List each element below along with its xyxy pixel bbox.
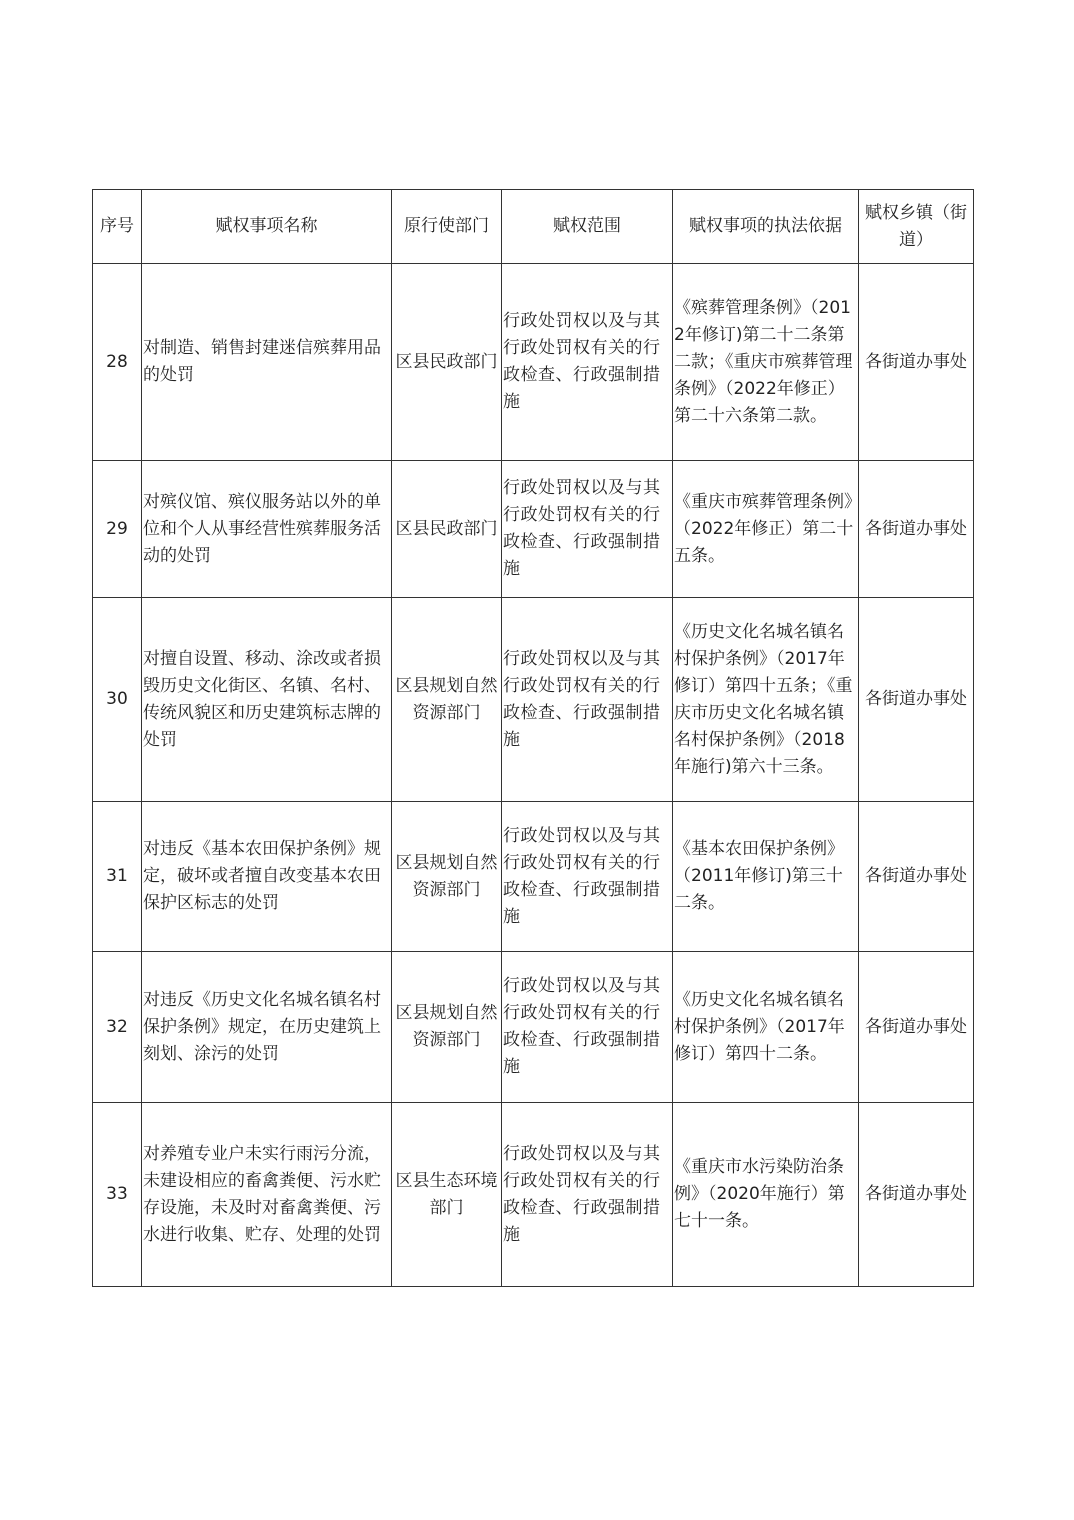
row-town: 各街道办事处	[859, 598, 974, 802]
row-name: 对违反《历史文化名城名镇名村保护条例》规定，在历史建筑上刻划、涂污的处罚	[142, 952, 392, 1103]
row-scope: 行政处罚权以及与其行政处罚权有关的行政检查、行政强制措施	[502, 802, 673, 952]
row-basis: 《重庆市殡葬管理条例》（2022年修正）第二十五条。	[673, 461, 859, 598]
row-basis: 《历史文化名城名镇名村保护条例》（2017年修订）第四十五条；《重庆市历史文化名城名镇名村保护条例》（2018年施行)第六十三条。	[673, 598, 859, 802]
row-basis: 《殡葬管理条例》（2012年修订)第二十二条第二款；《重庆市殡葬管理条例》（2022年修正）第二十六条第二款。	[673, 264, 859, 461]
table-row	[93, 598, 974, 802]
header-basis: 赋权事项的执法依据	[673, 190, 859, 264]
row-dept: 区县民政部门	[392, 264, 502, 461]
row-town: 各街道办事处	[859, 1103, 974, 1287]
row-dept: 区县规划自然资源部门	[392, 952, 502, 1103]
row-index: 30	[93, 598, 142, 802]
header-index: 序号	[93, 190, 142, 264]
row-town: 各街道办事处	[859, 461, 974, 598]
row-scope: 行政处罚权以及与其行政处罚权有关的行政检查、行政强制措施	[502, 461, 673, 598]
table-row	[93, 1103, 974, 1287]
row-index: 29	[93, 461, 142, 598]
row-index: 33	[93, 1103, 142, 1287]
row-town: 各街道办事处	[859, 952, 974, 1103]
header-scope: 赋权范围	[502, 190, 673, 264]
row-basis: 《重庆市水污染防治条例》（2020年施行）第七十一条。	[673, 1103, 859, 1287]
row-index: 28	[93, 264, 142, 461]
row-dept: 区县民政部门	[392, 461, 502, 598]
row-dept: 区县生态环境部门	[392, 1103, 502, 1287]
header-dept: 原行使部门	[392, 190, 502, 264]
authorization-table	[92, 189, 974, 1287]
row-town: 各街道办事处	[859, 802, 974, 952]
row-dept: 区县规划自然资源部门	[392, 802, 502, 952]
row-scope: 行政处罚权以及与其行政处罚权有关的行政检查、行政强制措施	[502, 1103, 673, 1287]
row-dept: 区县规划自然资源部门	[392, 598, 502, 802]
row-basis: 《历史文化名城名镇名村保护条例》（2017年修订）第四十二条。	[673, 952, 859, 1103]
table-row	[93, 802, 974, 952]
row-name: 对违反《基本农田保护条例》规定，破坏或者擅自改变基本农田保护区标志的处罚	[142, 802, 392, 952]
header-name: 赋权事项名称	[142, 190, 392, 264]
row-index: 32	[93, 952, 142, 1103]
row-name: 对制造、销售封建迷信殡葬用品的处罚	[142, 264, 392, 461]
row-name: 对养殖专业户未实行雨污分流，未建设相应的畜禽粪便、污水贮存设施，未及时对畜禽粪便、污水进行收集、贮存、处理的处罚	[142, 1103, 392, 1287]
table-row	[93, 461, 974, 598]
row-name: 对殡仪馆、殡仪服务站以外的单位和个人从事经营性殡葬服务活动的处罚	[142, 461, 392, 598]
row-basis: 《基本农田保护条例》（2011年修订)第三十二条。	[673, 802, 859, 952]
row-scope: 行政处罚权以及与其行政处罚权有关的行政检查、行政强制措施	[502, 952, 673, 1103]
row-name: 对擅自设置、移动、涂改或者损毁历史文化街区、名镇、名村、传统风貌区和历史建筑标志牌的处罚	[142, 598, 392, 802]
table-row	[93, 952, 974, 1103]
row-town: 各街道办事处	[859, 264, 974, 461]
table-row	[93, 264, 974, 461]
header-town: 赋权乡镇（街道）	[859, 190, 974, 264]
header-row	[93, 190, 974, 264]
row-index: 31	[93, 802, 142, 952]
row-scope: 行政处罚权以及与其行政处罚权有关的行政检查、行政强制措施	[502, 264, 673, 461]
row-scope: 行政处罚权以及与其行政处罚权有关的行政检查、行政强制措施	[502, 598, 673, 802]
